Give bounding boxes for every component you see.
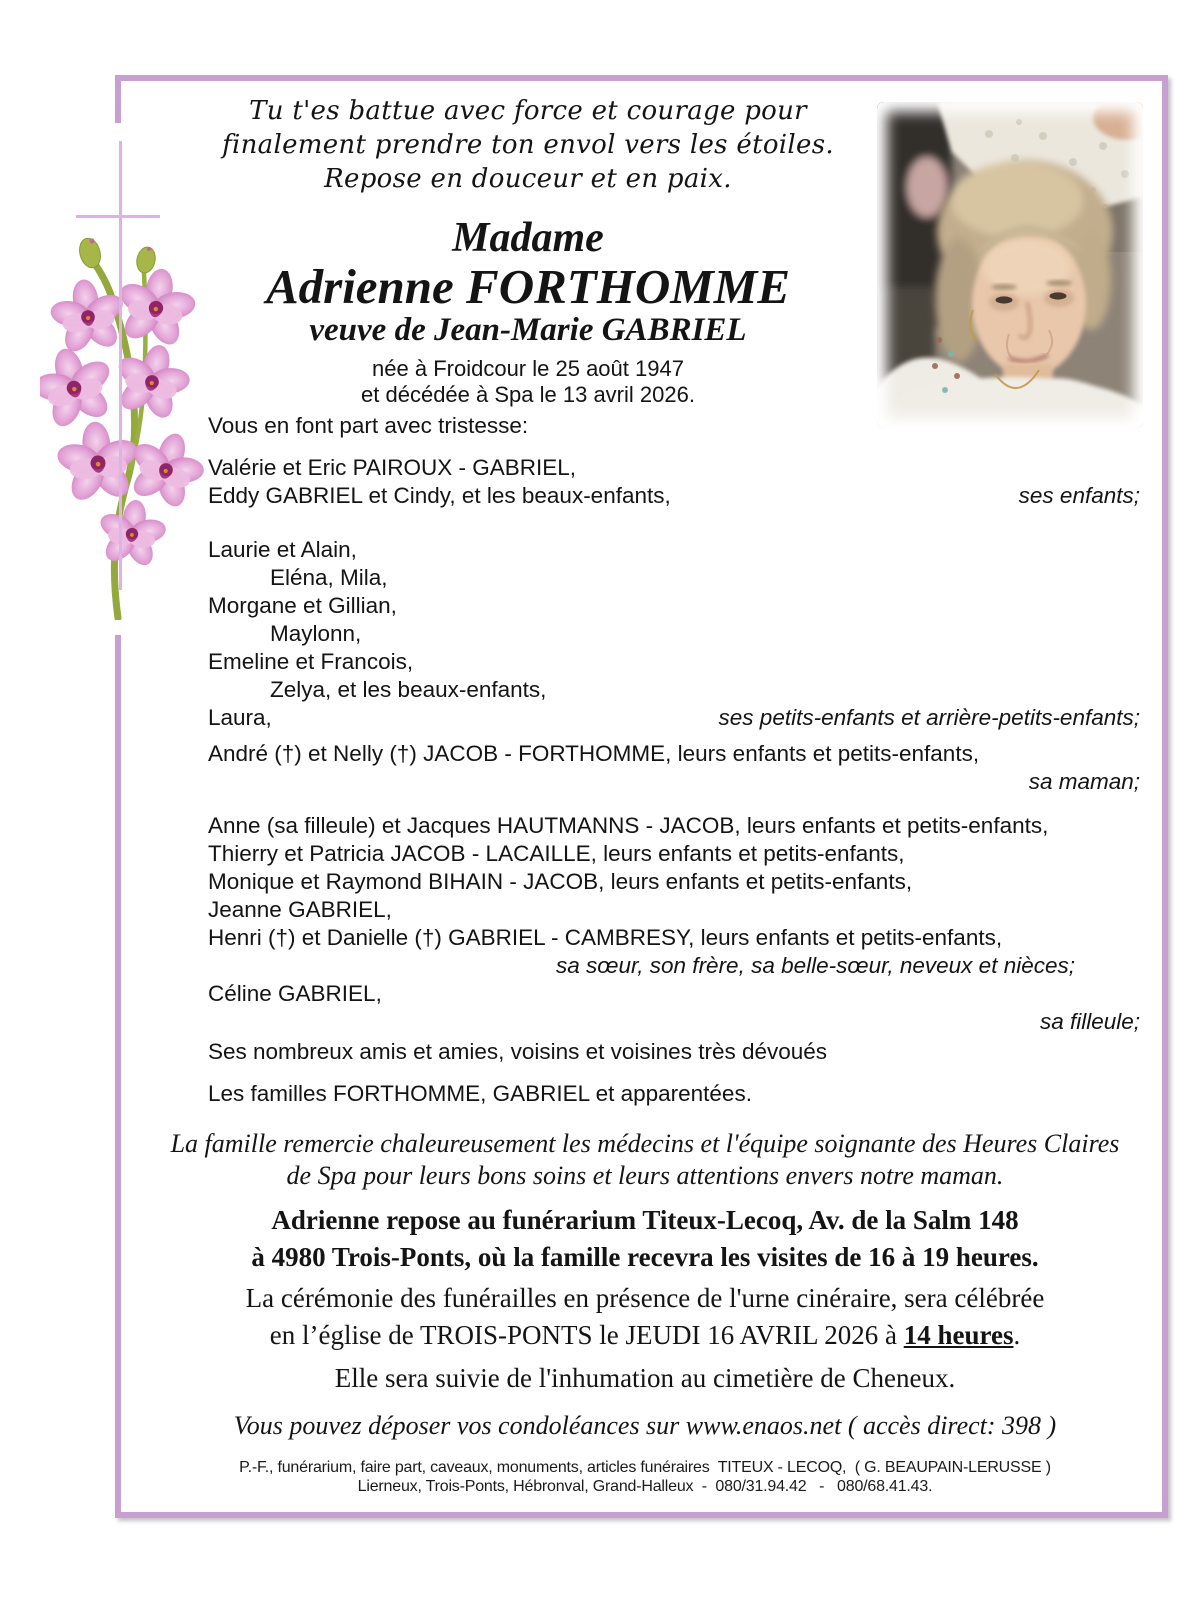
intro-line: Vous en font part avec tristesse: bbox=[208, 413, 529, 438]
relation-label-siblings: sa sœur, son frère, sa belle-sœur, neveux et nièces; bbox=[556, 953, 1075, 978]
grandchildren-section bbox=[208, 536, 1140, 732]
mourner-line: Anne (sa filleule) et Jacques HAUTMANNS - JACOB, leurs enfants et petits-enfants, bbox=[208, 813, 1049, 838]
epitaph-line: Repose en douceur et en paix. bbox=[324, 164, 732, 194]
ceremony-date-text: en l’église de TROIS-PONTS le JEUDI 16 AVRIL 2026 à bbox=[269, 1320, 904, 1350]
mourners-list bbox=[208, 412, 1140, 1108]
mourner-line: Jeanne GABRIEL, bbox=[208, 897, 392, 922]
thanks-line: de Spa pour leurs bons soins et leurs attentions envers notre maman. bbox=[286, 1161, 1004, 1190]
relation-label-grandchildren: ses petits-enfants et arrière-petits-enfants; bbox=[718, 705, 1140, 730]
burial-line: Elle sera suivie de l'inhumation au cimetière de Cheneux. bbox=[334, 1363, 956, 1393]
ceremony-line-end: . bbox=[1013, 1320, 1021, 1350]
relation-label-mother: sa maman; bbox=[1028, 769, 1140, 794]
card-header bbox=[128, 94, 928, 408]
families-line: Les familles FORTHOMME, GABRIEL et apparentées. bbox=[208, 1081, 752, 1106]
relation-label-children: ses enfants; bbox=[1018, 483, 1140, 508]
birth-death-dates bbox=[128, 356, 928, 408]
friends-line: Ses nombreux amis et amies, voisins et voisines très dévoués bbox=[208, 1039, 828, 1064]
mourner-line: André (†) et Nelly (†) JACOB - FORTHOMME, leurs enfants et petits-enfants, bbox=[208, 741, 980, 766]
deceased-widow-of: veuve de Jean-Marie GABRIEL bbox=[309, 312, 747, 348]
epitaph-line: finalement prendre ton envol vers les étoiles. bbox=[222, 130, 834, 160]
mourner-line: Maylonn, bbox=[270, 621, 362, 646]
deceased-title: Madame bbox=[452, 215, 604, 261]
mourner-line: Valérie et Eric PAIROUX - GABRIEL, bbox=[208, 455, 577, 480]
funeral-home-footer bbox=[150, 1458, 1140, 1496]
ceremony-line-2 bbox=[150, 1317, 1140, 1354]
mother-section bbox=[208, 740, 1140, 796]
mourner-line: Morgane et Gillian, bbox=[208, 593, 397, 618]
ceremony-time: 14 heures bbox=[903, 1320, 1014, 1350]
death-line: et décédée à Spa le 13 avril 2026. bbox=[361, 382, 695, 407]
mourner-line: Céline GABRIEL, bbox=[208, 981, 382, 1006]
ceremony-announcement bbox=[150, 1280, 1140, 1354]
repose-line: à 4980 Trois-Ponts, où la famille recevra les visites de 16 à 19 heures. bbox=[251, 1242, 1039, 1272]
mourner-line: Henri (†) et Danielle (†) GABRIEL - CAMBRESY, leurs enfants et petits-enfants, bbox=[208, 925, 1003, 950]
latin-cross-icon bbox=[119, 141, 122, 590]
footer-line: P.-F., funérarium, faire part, caveaux, monuments, articles funéraires TITEUX - LECOQ, ( G. BEAUPAIN-LERUSSE ) bbox=[239, 1459, 1051, 1476]
birth-line: née à Froidcour le 25 août 1947 bbox=[372, 356, 684, 381]
siblings-section bbox=[208, 812, 1140, 1036]
footer-line: Lierneux, Trois-Ponts, Hébronval, Grand-Halleux - 080/31.94.42 - 080/68.41.43. bbox=[357, 1478, 933, 1495]
mourner-line: Emeline et Francois, bbox=[208, 649, 414, 674]
mourner-line: Laura, bbox=[208, 705, 272, 730]
mourner-line: Laurie et Alain, bbox=[208, 537, 357, 562]
thanks-line: La famille remercie chaleureusement les médecins et l'équipe soignante des Heures Claires bbox=[170, 1129, 1120, 1158]
repose-line: Adrienne repose au funérarium Titeux-Lecoq, Av. de la Salm 148 bbox=[271, 1205, 1019, 1235]
mourner-line: Eddy GABRIEL et Cindy, et les beaux-enfants, bbox=[208, 483, 671, 508]
thanks-paragraph bbox=[150, 1128, 1140, 1192]
epitaph-line: Tu t'es battue avec force et courage pour bbox=[249, 96, 807, 126]
mourner-line: Thierry et Patricia JACOB - LACAILLE, leurs enfants et petits-enfants, bbox=[208, 841, 905, 866]
relation-label-goddaughter: sa filleule; bbox=[1039, 1009, 1140, 1034]
ceremony-line: La cérémonie des funérailles en présence de l'urne cinéraire, sera célébrée bbox=[245, 1283, 1045, 1313]
children-section bbox=[208, 454, 1140, 510]
mourner-line: Monique et Raymond BIHAIN - JACOB, leurs enfants et petits-enfants, bbox=[208, 869, 913, 894]
mourner-line: Eléna, Mila, bbox=[270, 565, 388, 590]
epitaph bbox=[128, 94, 928, 196]
repose-announcement bbox=[150, 1202, 1140, 1276]
mourner-line: Zelya, et les beaux-enfants, bbox=[270, 677, 547, 702]
condolences-line: Vous pouvez déposer vos condoléances sur www.enaos.net ( accès direct: 398 ) bbox=[233, 1411, 1057, 1440]
deceased-name: Adrienne FORTHOMME bbox=[265, 259, 791, 314]
